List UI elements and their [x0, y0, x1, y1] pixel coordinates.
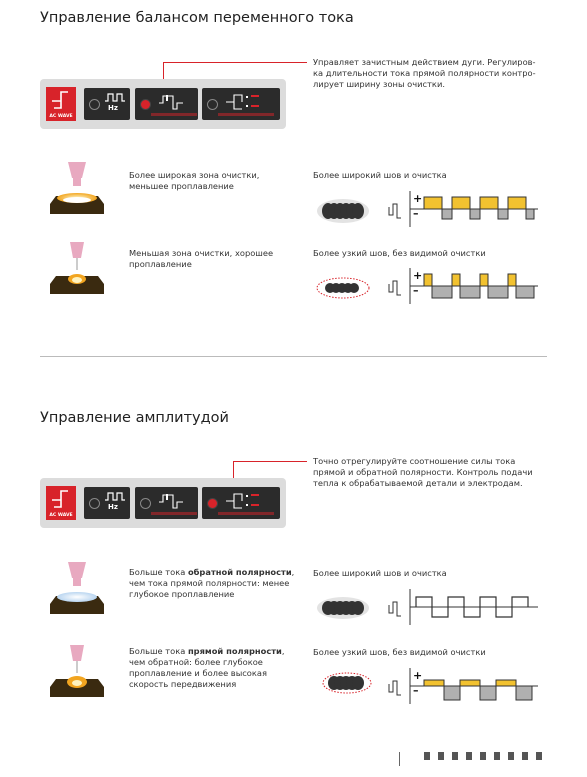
ac-wave-logo — [46, 486, 76, 520]
narrow-bead-waveform — [388, 266, 540, 306]
amplitude-marking — [218, 113, 274, 116]
hz-label: Hz — [108, 503, 118, 511]
ac-balance-description: Управляет зачистным действием дуги. Регулиров-ка длительности тока прямой полярности контро-лирует ширину зоны очистки. — [313, 57, 536, 89]
amplitude-marking — [218, 512, 274, 515]
wide-clean-zone-torch-icon — [48, 160, 106, 216]
frequency-segment — [84, 487, 130, 519]
ac-wave-logo — [46, 87, 76, 121]
balance-segment — [135, 88, 198, 120]
svg-text:–: – — [413, 284, 419, 297]
amplitude-description: Точно отрегулируйте соотношение силы тока прямой и обратной полярности. Контроль подачи тепла к обрабатываемой детали и электродам. — [313, 456, 533, 488]
ac-wave-icon — [46, 486, 76, 510]
shallow-penetration-torch-icon — [48, 560, 106, 616]
balance-segment — [135, 487, 198, 519]
wider-bead-text: Более широкий шов и очистка — [313, 568, 447, 578]
amplitude-wave-icon — [224, 92, 264, 114]
reverse-polarity-text: Больше тока обратной полярности, чем тока прямой полярности: менее глубокое проплавление — [129, 567, 295, 599]
narrow-clean-zone-torch-icon — [48, 240, 106, 296]
wide-bead-waveform — [388, 189, 540, 229]
pulse-icon — [104, 491, 126, 501]
reverse-polarity-waveform — [388, 587, 540, 627]
section-title-amplitude: Управление амплитудой — [40, 410, 229, 426]
svg-text:+: + — [413, 269, 423, 282]
wider-bead-text: Более широкий шов и очистка — [313, 170, 447, 180]
amplitude-wave-icon — [224, 491, 264, 513]
bottom-divider — [399, 752, 400, 766]
hz-label: Hz — [108, 104, 118, 112]
narrow-bead-icon — [322, 671, 372, 695]
control-panel — [40, 478, 286, 528]
bottom-marks — [424, 752, 544, 760]
amplitude-segment — [202, 88, 280, 120]
balance-wave-icon — [157, 93, 191, 113]
svg-text:–: – — [413, 207, 419, 220]
balance-marking — [151, 113, 197, 116]
balance-wave-icon — [157, 492, 191, 512]
svg-text:+: + — [413, 192, 423, 205]
section-title-ac-balance: Управление балансом переменного тока — [40, 10, 354, 26]
frequency-led — [89, 498, 100, 509]
control-panel — [40, 79, 286, 129]
svg-text:–: – — [413, 684, 419, 697]
balance-marking — [151, 512, 197, 515]
narrower-bead-text: Более узкий шов, без видимой очистки — [313, 647, 486, 657]
svg-text:+: + — [413, 669, 423, 682]
frequency-led — [89, 99, 100, 110]
straight-polarity-waveform — [388, 666, 540, 706]
ac-wave-icon — [46, 87, 76, 111]
amplitude-led — [207, 498, 218, 509]
amplitude-segment — [202, 487, 280, 519]
frequency-segment — [84, 88, 130, 120]
narrow-bead-icon — [316, 276, 370, 300]
wide-bead-icon — [316, 596, 370, 620]
balance-led — [140, 498, 151, 509]
wide-clean-zone-text: Более широкая зона очистки, меньшее проплавление — [129, 170, 260, 191]
ac-wave-label: AC WAVE — [49, 114, 73, 119]
amplitude-led — [207, 99, 218, 110]
ac-wave-label: AC WAVE — [49, 513, 73, 518]
narrow-clean-zone-text: Меньшая зона очистки, хорошее проплавление — [129, 248, 274, 269]
wide-bead-icon — [316, 198, 370, 224]
section-divider — [40, 356, 547, 357]
pulse-icon — [104, 92, 126, 102]
straight-polarity-text: Больше тока прямой полярности, чем обратной: более глубокое проплавление и более высокая скорость передвижения — [129, 646, 285, 689]
balance-led — [140, 99, 151, 110]
deep-penetration-torch-icon — [48, 643, 106, 699]
narrower-bead-text: Более узкий шов, без видимой очистки — [313, 248, 486, 258]
